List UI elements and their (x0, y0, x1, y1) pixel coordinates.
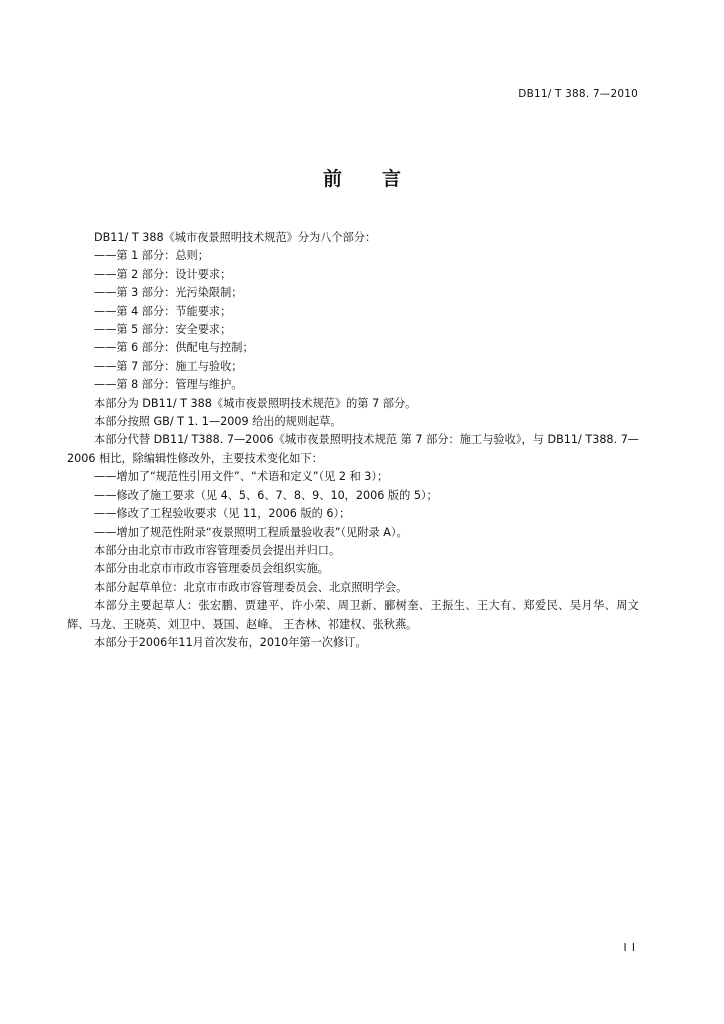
paragraph: 本部分主要起草人：张宏鹏、贾建平、许小荣、周卫新、郦树奎、王振生、王大有、郑爱民、吴月华、周文辉、马龙、王晓英、刘卫中、聂国、赵峰、 王杏林、祁建权、张秋燕。 (67, 599, 639, 631)
paragraph: 本部分按照 GB/ T 1. 1—2009 给出的规则起草。 (94, 415, 342, 429)
paragraph: 本部分由北京市市政市容管理委员会提出并归口。 (94, 543, 341, 557)
foreword-body (67, 229, 639, 652)
list-item: ——第 3 部分：光污染限制； (94, 286, 243, 300)
list-item: ——第 5 部分：安全要求； (94, 323, 232, 337)
standard-code-header: DB11/ T 388. 7—2010 (518, 88, 638, 100)
list-item: ——增加了“规范性引用文件”、“术语和定义”（见 2 和 3）； (94, 470, 389, 484)
paragraph: 本部分起草单位：北京市市政市容管理委员会、北京照明学会。 (94, 580, 408, 594)
list-item: ——第 4 部分：节能要求； (94, 304, 232, 318)
list-item: ——第 2 部分：设计要求； (94, 267, 232, 281)
paragraph: DB11/ T 388《城市夜景照明技术规范》分为八个部分： (94, 231, 377, 244)
paragraph: 本部分代替 DB11/ T388. 7—2006《城市夜景照明技术规范 第 7 部分：施工与验收》，与 DB11/ T388. 7—2006 相比，除编辑性修改外，主要技术变化如下： (67, 433, 639, 465)
paragraph: 本部分由北京市市政市容管理委员会组织实施。 (94, 562, 329, 576)
list-item: ——第 8 部分：管理与维护。 (94, 378, 243, 392)
list-item: ——第 7 部分：施工与验收； (94, 359, 243, 373)
paragraph: 本部分为 DB11/ T 388《城市夜景照明技术规范》的第 7 部分。 (94, 396, 417, 410)
list-item: ——第 1 部分：总则； (94, 249, 209, 263)
page-number: I I (623, 942, 636, 954)
list-item: ——增加了规范性附录“夜景照明工程质量验收表”（见附录 A）。 (94, 525, 408, 539)
list-item: ——修改了施工要求（见 4、5、6、7、8、9、10，2006 版的 5）； (94, 488, 438, 502)
page-title: 前言 (322, 168, 441, 190)
paragraph: 本部分于2006年11月首次发布，2010年第一次修订。 (94, 635, 367, 649)
list-item: ——修改了工程验收要求（见 11，2006 版的 6）； (94, 507, 351, 521)
list-item: ——第 6 部分：供配电与控制； (94, 341, 254, 355)
